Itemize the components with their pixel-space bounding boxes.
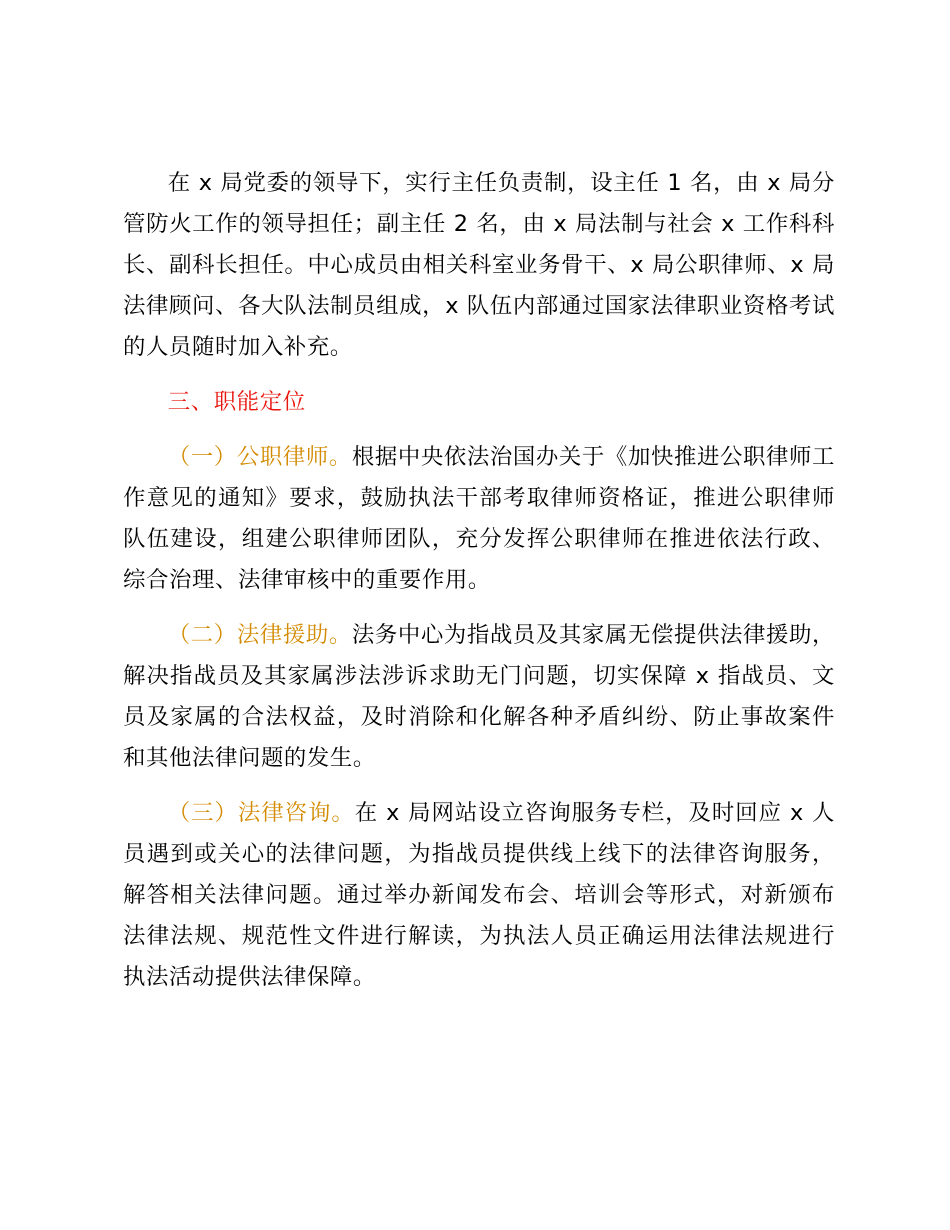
item-legal-consult (123, 793, 835, 998)
item-body: 根据中央依法治国办关于《加快推进公职律师工作意见的通知》要求，鼓励执法干部考取律师资格证，推进公职律师队伍建设，组建公职律师团队，充分发挥公职律师在推进依法行政、综合治理、法律审核中的重要作用。 (123, 444, 835, 593)
item-lead: （二）法律援助。 (167, 622, 352, 648)
item-legal-aid (123, 615, 835, 779)
item-public-lawyer (123, 437, 835, 601)
section-heading: 三、职能定位 (167, 389, 306, 415)
item-body: 在 x 局网站设立咨询服务专栏，及时回应 x 人员遇到或关心的法律问题，为指战员提供线上线下的法律咨询服务，解答相关法律问题。通过举办新闻发布会、培训会等形式，对新颁布法律法规、规范性文件进行解读，为执法人员正确运用法律法规进行执法活动提供法律保障。 (123, 800, 835, 990)
document-page (123, 163, 835, 1012)
item-lead: （一）公职律师。 (167, 444, 352, 470)
paragraph-organization: 在 x 局党委的领导下，实行主任负责制，设主任 1 名，由 x 局分管防火工作的领导担任；副主任 2 名，由 x 局法制与社会 x 工作科科长、副科长担任。中心成员由相关科室业务骨干、x 局公职律师、x 局法律顾问、各大队法制员组成，x 队伍内部通过国家法律职业资格考试的人员随时加入补充。 (123, 170, 835, 360)
item-body: 法务中心为指战员及其家属无偿提供法律援助，解决指战员及其家属涉法涉诉求助无门问题，切实保障 x 指战员、文员及家属的合法权益，及时消除和化解各种矛盾纠纷、防止事故案件和其他法律问题的发生。 (123, 622, 835, 771)
item-lead: （三）法律咨询。 (167, 800, 355, 826)
